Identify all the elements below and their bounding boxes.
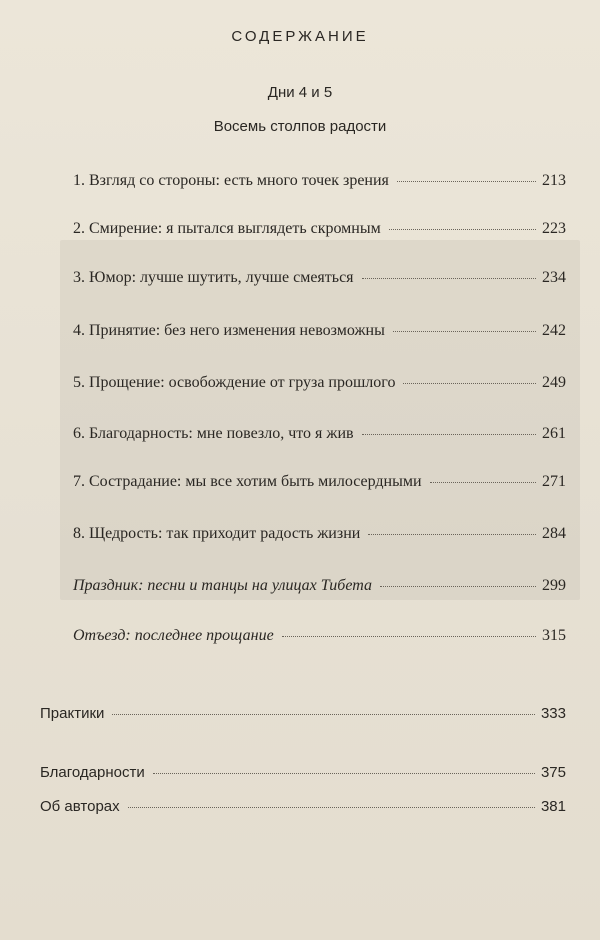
dot-leader [153,773,535,774]
dot-leader [397,181,536,182]
toc-entry-page: 249 [542,374,566,391]
toc-entry-label: Практики [40,705,105,722]
toc-entry-2[interactable] [73,220,566,238]
dot-leader [112,714,535,715]
toc-entry-label: 4. Принятие: без него изменения невозможны [73,322,385,339]
toc-entry-5[interactable] [73,374,566,392]
toc-entry-page: 261 [542,425,566,442]
toc-entry-6[interactable] [73,425,566,443]
toc-entry-practices[interactable] [40,705,566,722]
dot-leader [393,331,536,332]
section-days: Дни 4 и 5 [267,84,333,101]
dot-leader [128,807,535,808]
toc-entry-label: 5. Прощение: освобождение от груза прошлого [73,374,396,391]
toc-entry-departure[interactable] [73,627,566,645]
bleed-through-shadow [60,240,580,600]
toc-entry-label: 1. Взгляд со стороны: есть много точек зрения [73,172,389,189]
toc-entry-8[interactable] [73,525,566,543]
toc-entry-label: Благодарности [40,764,145,781]
toc-entry-page: 271 [542,473,566,490]
toc-entry-page: 242 [542,322,566,339]
toc-entry-page: 299 [542,577,566,594]
section-subtitle: Восемь столпов радости [213,118,387,135]
toc-entry-page: 284 [542,525,566,542]
toc-entry-page: 375 [540,764,566,781]
dot-leader [368,534,536,535]
toc-entry-label: 6. Благодарность: мне повезло, что я жив [73,425,354,442]
toc-entry-about-authors[interactable] [40,798,566,815]
dot-leader [389,229,536,230]
dot-leader [362,434,536,435]
toc-entry-festival[interactable] [73,577,566,595]
dot-leader [403,383,536,384]
contents-heading: СОДЕРЖАНИЕ [231,28,369,45]
dot-leader [380,586,536,587]
toc-entry-4[interactable] [73,322,566,340]
toc-entry-page: 213 [542,172,566,189]
toc-entry-page: 234 [542,269,566,286]
toc-entry-1[interactable] [73,172,566,190]
toc-entry-page: 333 [540,705,566,722]
toc-entry-label: Об авторах [40,798,120,815]
toc-entry-acknowledgements[interactable] [40,764,566,781]
toc-entry-7[interactable] [73,473,566,491]
toc-entry-page: 315 [542,627,566,644]
dot-leader [362,278,536,279]
toc-entry-label: Отъезд: последнее прощание [73,627,274,644]
toc-entry-page: 223 [542,220,566,237]
toc-entry-3[interactable] [73,269,566,287]
toc-entry-page: 381 [540,798,566,815]
toc-entry-label: Праздник: песни и танцы на улицах Тибета [73,577,372,594]
toc-entry-label: 7. Сострадание: мы все хотим быть милосердными [73,473,422,490]
dot-leader [282,636,536,637]
toc-entry-label: 3. Юмор: лучше шутить, лучше смеяться [73,269,354,286]
toc-entry-label: 2. Смирение: я пытался выглядеть скромным [73,220,381,237]
dot-leader [430,482,536,483]
toc-entry-label: 8. Щедрость: так приходит радость жизни [73,525,361,542]
